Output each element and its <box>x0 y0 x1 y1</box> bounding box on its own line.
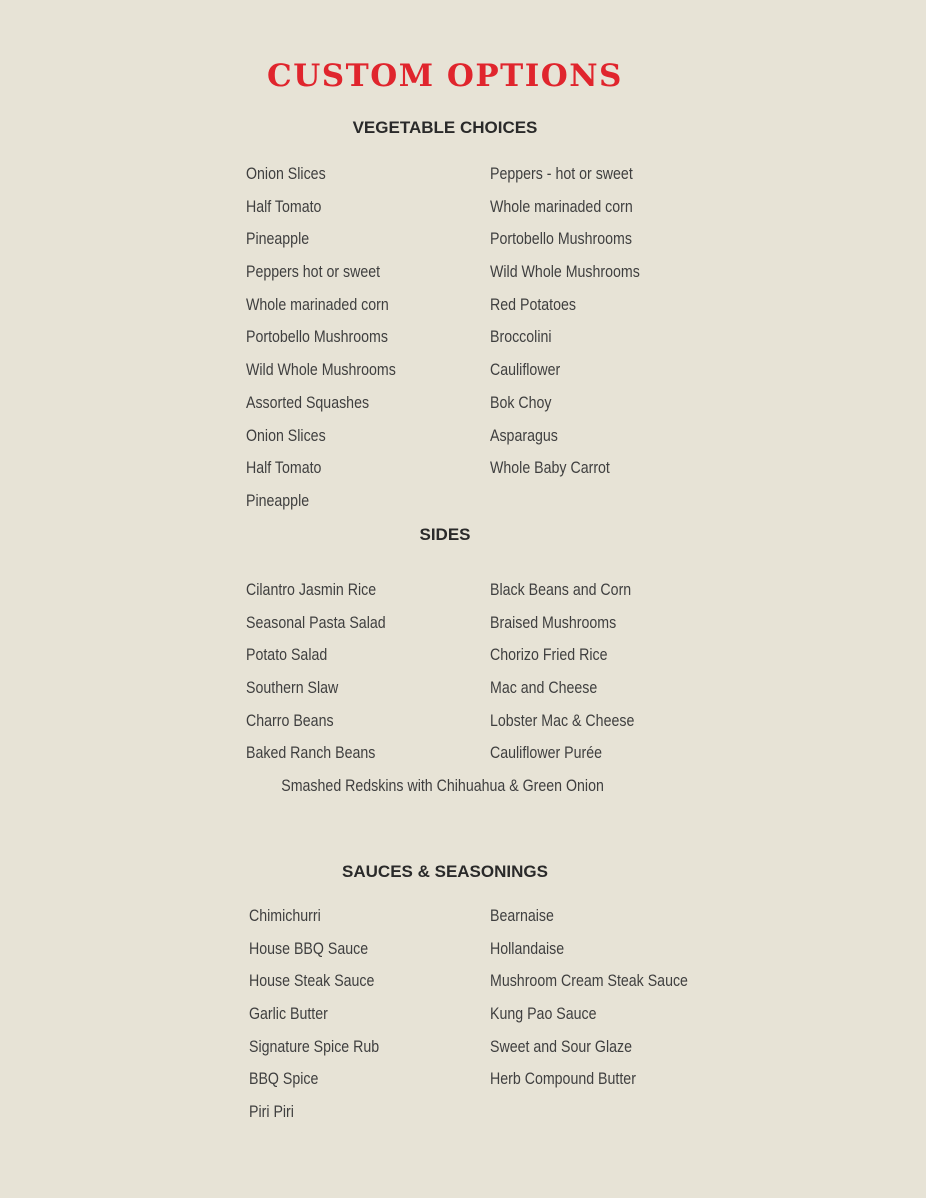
list-item: Whole marinaded corn <box>490 197 633 216</box>
list-item: Pineapple <box>246 491 310 510</box>
list-item: Wild Whole Mushrooms <box>490 263 640 282</box>
vegetable-choices-heading: VEGETABLE CHOICES <box>352 118 538 137</box>
list-item: Baked Ranch Beans <box>246 744 376 763</box>
list-item: Braised Mushrooms <box>490 613 617 632</box>
list-item: House Steak Sauce <box>249 972 375 991</box>
list-item: Southern Slaw <box>246 679 339 698</box>
sides-footer-text: Smashed Redskins with Chihuahua & Green Onion <box>281 777 605 795</box>
list-item: Whole marinaded corn <box>246 295 389 314</box>
list-item: Peppers - hot or sweet <box>490 165 633 183</box>
sides-heading: SIDES <box>419 525 471 544</box>
list-item: Wild Whole Mushrooms <box>246 361 396 380</box>
list-item: Hollandaise <box>490 939 565 958</box>
list-item: Onion Slices <box>246 165 326 183</box>
list-item: Charro Beans <box>246 711 334 730</box>
list-item: Bok Choy <box>490 393 552 412</box>
list-item: Mushroom Cream Steak Sauce <box>490 972 688 991</box>
list-item: Onion Slices <box>246 426 326 445</box>
list-item: Pineapple <box>246 230 310 249</box>
list-item: Kung Pao Sauce <box>490 1005 597 1024</box>
list-item: Garlic Butter <box>249 1005 328 1024</box>
list-item: Asparagus <box>490 426 558 445</box>
list-item: Mac and Cheese <box>490 679 598 698</box>
list-item: Portobello Mushrooms <box>246 328 388 347</box>
sides-footer-item <box>0 777 886 796</box>
list-item: Chorizo Fried Rice <box>490 646 608 665</box>
list-item: Cilantro Jasmin Rice <box>246 581 377 599</box>
list-item: Bearnaise <box>490 907 554 925</box>
list-item: Sweet and Sour Glaze <box>490 1037 632 1056</box>
sauces-list-left <box>249 900 400 1129</box>
sauces-list-right <box>490 900 720 1096</box>
list-item: Red Potatoes <box>490 295 576 314</box>
sauces-seasonings-heading: SAUCES & SEASONINGS <box>342 862 548 881</box>
list-item: Chimichurri <box>249 907 321 925</box>
list-item: Assorted Squashes <box>246 393 370 412</box>
list-item: Piri Piri <box>249 1103 294 1122</box>
list-item: Broccolini <box>490 328 552 347</box>
list-item: Cauliflower Purée <box>490 744 603 763</box>
sides-list-right <box>490 574 658 770</box>
list-item: BBQ Spice <box>249 1070 319 1089</box>
list-item: Portobello Mushrooms <box>490 230 632 249</box>
vegetable-list-right <box>490 158 664 485</box>
list-item: Half Tomato <box>246 459 322 478</box>
list-item: House BBQ Sauce <box>249 939 369 958</box>
page-title: CUSTOM OPTIONS <box>267 58 623 94</box>
list-item: Lobster Mac & Cheese <box>490 711 635 730</box>
list-item: Herb Compound Butter <box>490 1070 636 1089</box>
list-item: Peppers hot or sweet <box>246 263 381 282</box>
list-item: Signature Spice Rub <box>249 1037 380 1056</box>
sides-list-left <box>246 574 408 770</box>
list-item: Seasonal Pasta Salad <box>246 613 386 632</box>
list-item: Cauliflower <box>490 361 561 380</box>
list-item: Black Beans and Corn <box>490 581 632 599</box>
list-item: Half Tomato <box>246 197 322 216</box>
list-item: Potato Salad <box>246 646 328 665</box>
vegetable-list-left <box>246 158 420 518</box>
list-item: Whole Baby Carrot <box>490 459 610 478</box>
